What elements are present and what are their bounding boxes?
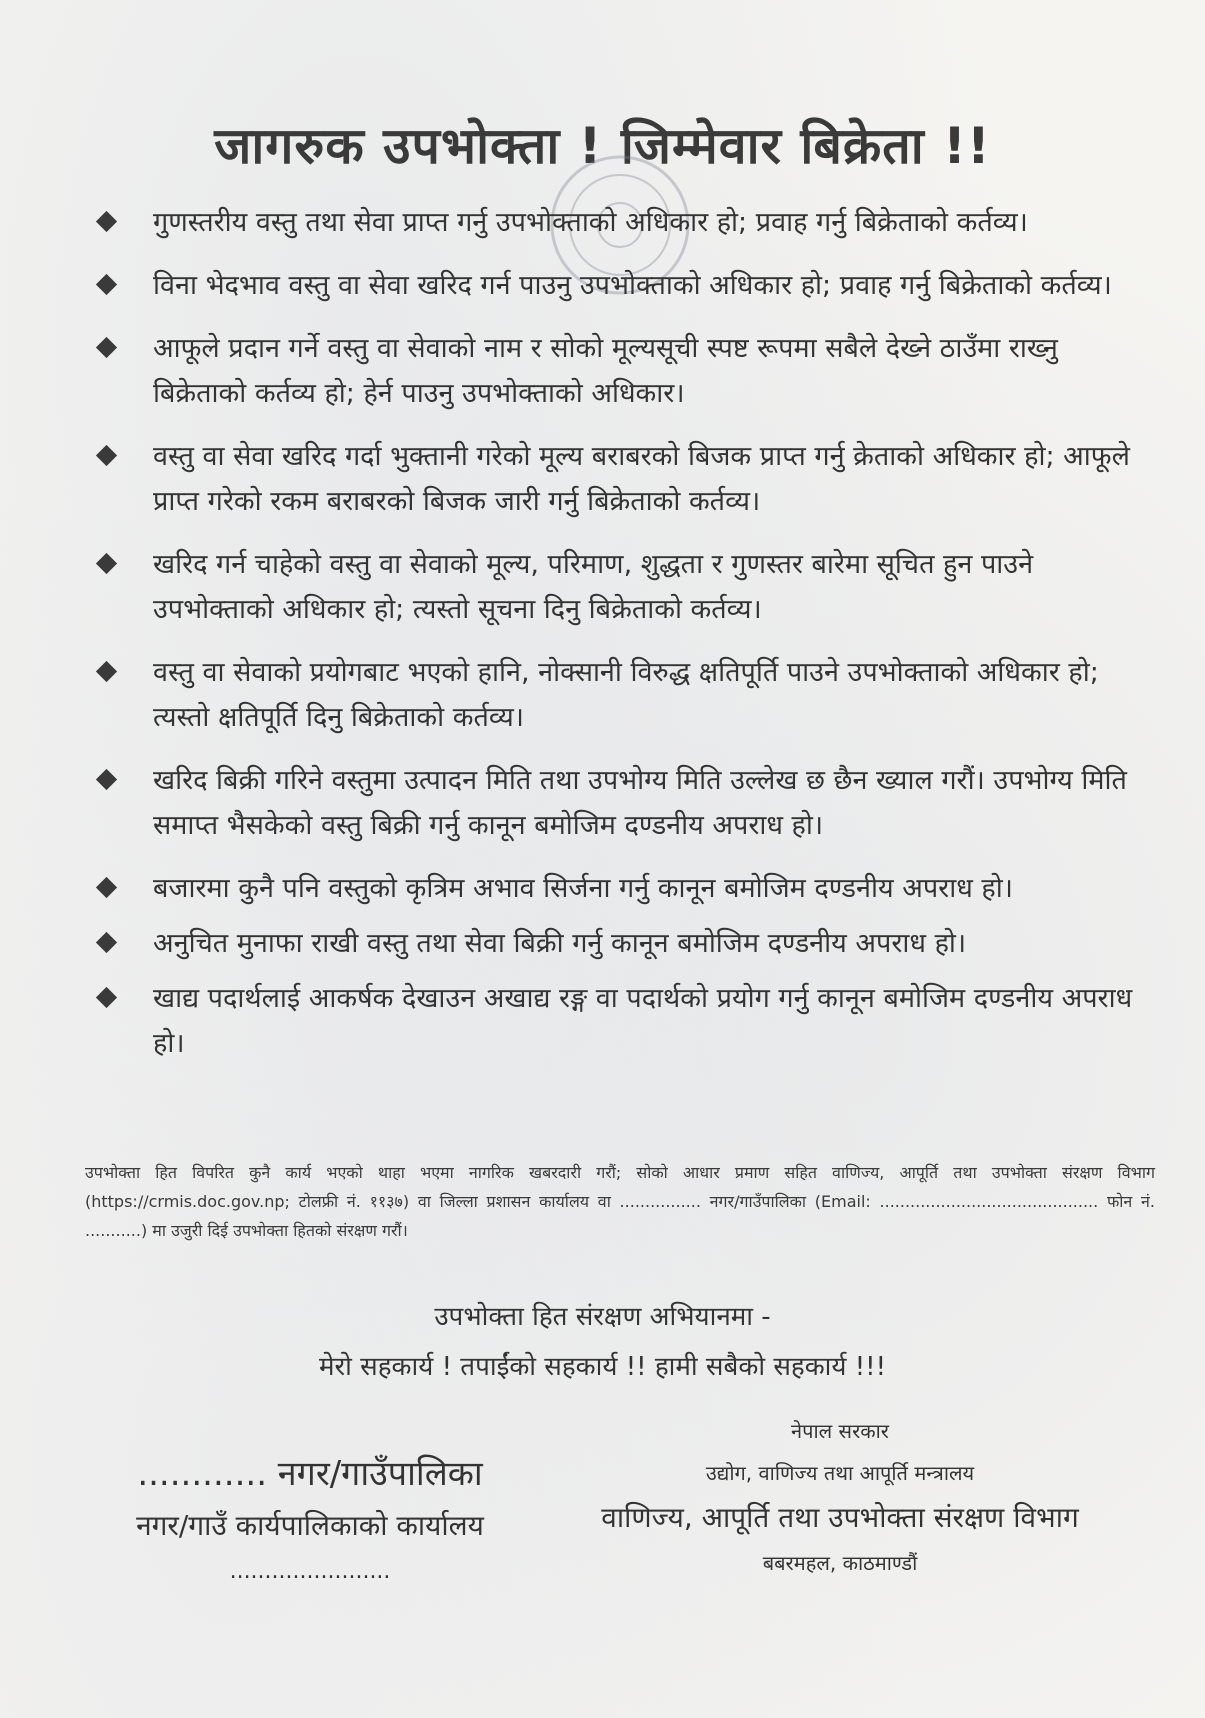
list-item-text: विना भेदभाव वस्तु वा सेवा खरिद गर्न पाउनु उपभोक्ताको अधिकार हो; प्रवाह गर्नु बिक्रेताको कर्तव्य। [153, 270, 1112, 301]
complaint-notice: उपभोक्ता हित विपरित कुनै कार्य भएको थाहा भएमा नागरिक खबरदारी गरौं; सोको आधार प्रमाण सहित वाणिज्य, आपूर्ति तथा उपभोक्ता संरक्षण विभाग (https://crmis.doc.gov.np; टोलफ्री नं. ११३७) वा जिल्ला प्रशासन कार्यालय वा ................ नगर/गाउँपालिका (Email: ........................................... फोन नं. ...........) मा उजुरी दिई उपभोक्ता हितको संरक्षण गरौं। [85, 1163, 1155, 1240]
municipality-signature-block [80, 1448, 540, 1592]
list-item-text: खरिद बिक्री गरिने वस्तुमा उत्पादन मिति तथा उपभोग्य मिति उल्लेख छ छैन ख्याल गरौं। उपभोग्य मिति समाप्त भैसकेको वस्तु बिक्री गर्नु कानून बमोजिम दण्डनीय अपराध हो। [153, 765, 1127, 841]
campaign-line-2: मेरो सहकार्य ! तपाईंको सहकार्य !! हामी सबैको सहकार्य !!! [318, 1352, 887, 1382]
list-item [95, 758, 1155, 848]
list-item [95, 200, 1155, 245]
list-item-text: वस्तु वा सेवा खरिद गर्दा भुक्तानी गरेको मूल्य बराबरको बिजक प्राप्त गर्नु क्रेताको अधिकार हो; आफूले प्राप्त गरेको रकम बराबरको बिजक जारी गर्नु बिक्रेताको कर्तव्य। [153, 441, 1130, 517]
campaign-line-1: उपभोक्ता हित संरक्षण अभियानमा - [434, 1302, 771, 1332]
list-item-text: वस्तु वा सेवाको प्रयोगबाट भएको हानि, नोक्सानी विरुद्ध क्षतिपूर्ति पाउने उपभोक्ताको अधिकार हो; त्यस्तो क्षतिपूर्ति दिनु बिक्रेताको कर्तव्य। [153, 657, 1099, 733]
diamond-bullet-icon [96, 932, 117, 953]
list-item [95, 542, 1155, 632]
diamond-bullet-icon [96, 987, 117, 1008]
municipality-blank-line: ....................... [229, 1559, 391, 1584]
diamond-bullet-icon [96, 877, 117, 898]
diamond-bullet-icon [96, 211, 117, 232]
list-item [95, 976, 1155, 1066]
list-item-text: अनुचित मुनाफा राखी वस्तु तथा सेवा बिक्री गर्नु कानून बमोजिम दण्डनीय अपराध हो। [153, 928, 967, 959]
list-item-text: आफूले प्रदान गर्ने वस्तु वा सेवाको नाम र सोको मूल्यसूची स्पष्ट रूपमा सबैले देख्ने ठाउँमा राख्नु बिक्रेताको कर्तव्य हो; हेर्न पाउनु उपभोक्ताको अधिकार। [153, 333, 1058, 409]
campaign-slogan [0, 1292, 1205, 1392]
list-item-text: गुणस्तरीय वस्तु तथा सेवा प्राप्त गर्नु उपभोक्ताको अधिकार हो; प्रवाह गर्नु बिक्रेताको कर्तव्य। [153, 207, 1028, 238]
municipality-name: ............ नगर/गाउँपालिका [137, 1454, 483, 1494]
department-name: वाणिज्य, आपूर्ति तथा उपभोक्ता संरक्षण विभाग [601, 1501, 1079, 1534]
diamond-bullet-icon [96, 274, 117, 295]
government-signature-block [555, 1410, 1125, 1584]
diamond-bullet-icon [96, 661, 117, 682]
list-item [95, 326, 1155, 416]
list-item-text: खाद्य पदार्थलाई आकर्षक देखाउन अखाद्य रङ्ग वा पदार्थको प्रयोग गर्नु कानून बमोजिम दण्डनीय अपराध हो। [153, 983, 1133, 1059]
municipality-office: नगर/गाउँ कार्यपालिकाको कार्यालय [136, 1509, 484, 1542]
list-item [95, 921, 1155, 966]
department-address: बबरमहल, काठमाण्डौं [762, 1551, 918, 1575]
list-item-text: बजारमा कुनै पनि वस्तुको कृत्रिम अभाव सिर्जना गर्नु कानून बमोजिम दण्डनीय अपराध हो। [153, 873, 1013, 904]
diamond-bullet-icon [96, 553, 117, 574]
diamond-bullet-icon [96, 445, 117, 466]
list-item [95, 866, 1155, 911]
list-item [95, 650, 1155, 740]
government-name: नेपाल सरकार [791, 1419, 889, 1443]
poster-headline: जागरुक उपभोक्ता ! जिम्मेवार बिक्रेता !! [214, 117, 991, 175]
list-item-text: खरिद गर्न चाहेको वस्तु वा सेवाको मूल्य, परिमाण, शुद्धता र गुणस्तर बारेमा सूचित हुन पाउने उपभोक्ताको अधिकार हो; त्यस्तो सूचना दिनु बिक्रेताको कर्तव्य। [153, 549, 1034, 625]
diamond-bullet-icon [96, 337, 117, 358]
rights-duties-list [95, 200, 1155, 1084]
diamond-bullet-icon [96, 769, 117, 790]
list-item [95, 263, 1155, 308]
list-item [95, 434, 1155, 524]
ministry-name: उद्योग, वाणिज्य तथा आपूर्ति मन्त्रालय [705, 1461, 975, 1485]
